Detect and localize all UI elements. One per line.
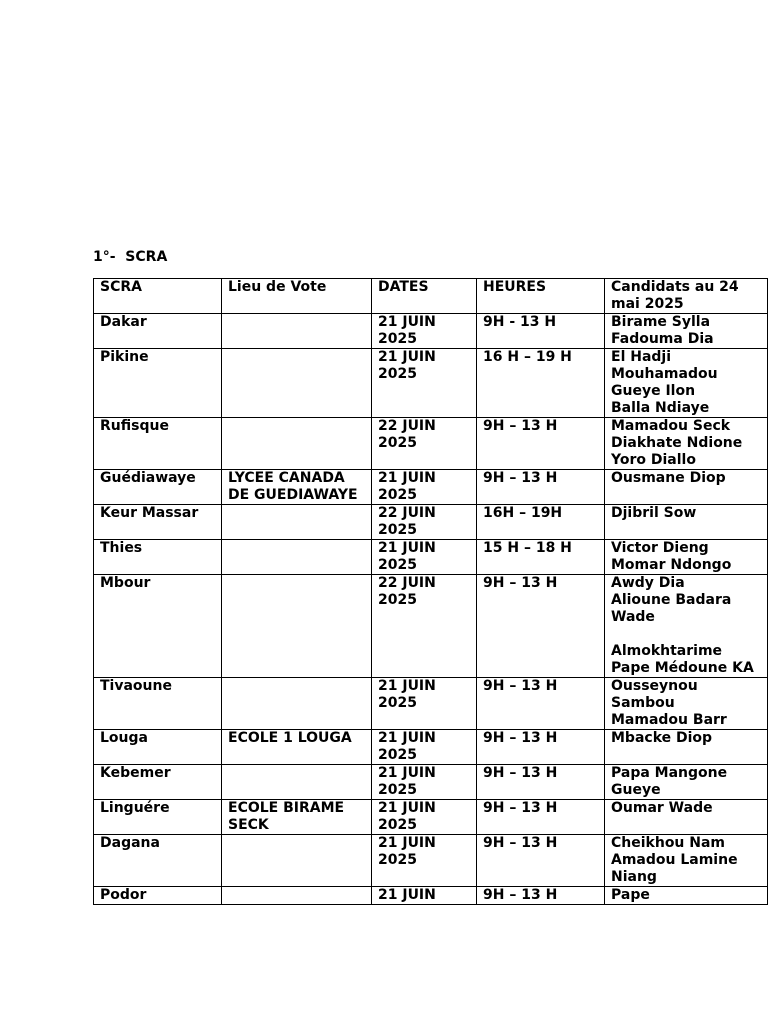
cell-scra: Keur Massar (94, 505, 222, 540)
cell-candidats: Mbacke Diop (605, 730, 768, 765)
cell-date: 22 JUIN 2025 (372, 505, 477, 540)
cell-candidats: Mamadou Seck Diakhate Ndione Yoro Diallo (605, 418, 768, 470)
cell-lieu (222, 765, 372, 800)
table-header-row (94, 279, 768, 314)
table-row (94, 349, 768, 418)
header-dates: DATES (372, 279, 477, 314)
table-row (94, 800, 768, 835)
cell-lieu (222, 314, 372, 349)
cell-scra: Mbour (94, 575, 222, 678)
cell-candidats: Birame Sylla Fadouma Dia (605, 314, 768, 349)
cell-lieu (222, 678, 372, 730)
cell-heure: 9H – 13 H (477, 835, 605, 887)
cell-scra: Kebemer (94, 765, 222, 800)
cell-scra: Dagana (94, 835, 222, 887)
cell-scra: Rufisque (94, 418, 222, 470)
table-row (94, 314, 768, 349)
cell-candidats: Cheikhou Nam Amadou Lamine Niang (605, 835, 768, 887)
cell-heure: 9H – 13 H (477, 470, 605, 505)
cell-heure: 9H – 13 H (477, 678, 605, 730)
cell-candidats: Papa Mangone Gueye (605, 765, 768, 800)
cell-date: 21 JUIN 2025 (372, 470, 477, 505)
cell-heure: 16H – 19H (477, 505, 605, 540)
table-row (94, 418, 768, 470)
cell-heure: 9H – 13 H (477, 418, 605, 470)
cell-date: 22 JUIN 2025 (372, 418, 477, 470)
cell-date: 21 JUIN 2025 (372, 730, 477, 765)
cell-heure: 9H - 13 H (477, 314, 605, 349)
table-row (94, 470, 768, 505)
cell-scra: Pikine (94, 349, 222, 418)
table-row (94, 730, 768, 765)
cell-candidats: Victor Dieng Momar Ndongo (605, 540, 768, 575)
table-row (94, 765, 768, 800)
cell-scra: Thies (94, 540, 222, 575)
table-row (94, 678, 768, 730)
cell-date: 22 JUIN 2025 (372, 575, 477, 678)
cell-lieu: ECOLE 1 LOUGA (222, 730, 372, 765)
cell-scra: Dakar (94, 314, 222, 349)
cell-lieu (222, 540, 372, 575)
cell-date: 21 JUIN 2025 (372, 765, 477, 800)
cell-heure: 9H – 13 H (477, 887, 605, 905)
cell-date: 21 JUIN 2025 (372, 835, 477, 887)
cell-heure: 15 H – 18 H (477, 540, 605, 575)
cell-date: 21 JUIN 2025 (372, 314, 477, 349)
cell-candidats: Oumar Wade (605, 800, 768, 835)
table-row (94, 835, 768, 887)
header-heures: HEURES (477, 279, 605, 314)
header-candidats: Candidats au 24 mai 2025 (605, 279, 768, 314)
cell-scra: Louga (94, 730, 222, 765)
cell-scra: Guédiawaye (94, 470, 222, 505)
cell-date: 21 JUIN 2025 (372, 349, 477, 418)
header-lieu-de-vote: Lieu de Vote (222, 279, 372, 314)
cell-candidats: El Hadji Mouhamadou Gueye Ilon Balla Ndiaye (605, 349, 768, 418)
cell-lieu: LYCEE CANADA DE GUEDIAWAYE (222, 470, 372, 505)
header-scra: SCRA (94, 279, 222, 314)
table-row (94, 540, 768, 575)
cell-scra: Linguére (94, 800, 222, 835)
cell-candidats: Ousseynou Sambou Mamadou Barr (605, 678, 768, 730)
cell-heure: 9H – 13 H (477, 575, 605, 678)
table-row (94, 505, 768, 540)
cell-candidats: Awdy Dia Alioune Badara Wade Almokhtarime Pape Médoune KA (605, 575, 768, 678)
table-row (94, 575, 768, 678)
cell-heure: 16 H – 19 H (477, 349, 605, 418)
cell-candidats: Ousmane Diop (605, 470, 768, 505)
section-heading: 1°- SCRA (93, 249, 168, 265)
table-row (94, 887, 768, 905)
cell-date: 21 JUIN 2025 (372, 540, 477, 575)
cell-date: 21 JUIN 2025 (372, 800, 477, 835)
cell-lieu (222, 835, 372, 887)
cell-date: 21 JUIN 2025 (372, 678, 477, 730)
cell-lieu (222, 418, 372, 470)
cell-scra: Podor (94, 887, 222, 905)
cell-heure: 9H – 13 H (477, 730, 605, 765)
cell-candidats: Djibril Sow (605, 505, 768, 540)
cell-candidats: Pape (605, 887, 768, 905)
cell-heure: 9H – 13 H (477, 765, 605, 800)
scra-table (93, 278, 768, 905)
cell-lieu (222, 505, 372, 540)
cell-heure: 9H – 13 H (477, 800, 605, 835)
cell-lieu (222, 887, 372, 905)
cell-lieu (222, 349, 372, 418)
cell-lieu: ECOLE BIRAME SECK (222, 800, 372, 835)
cell-date: 21 JUIN (372, 887, 477, 905)
cell-scra: Tivaoune (94, 678, 222, 730)
cell-lieu (222, 575, 372, 678)
